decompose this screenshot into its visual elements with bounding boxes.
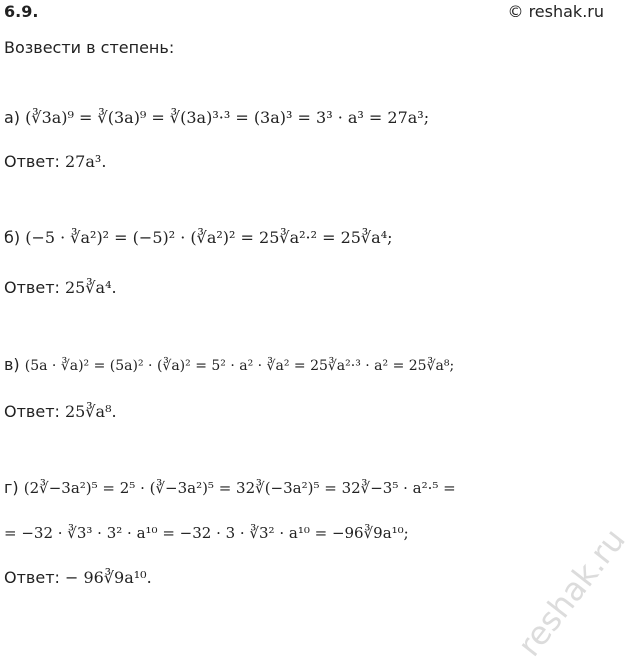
instruction-text: Возвести в степень:: [4, 38, 175, 57]
part-b-answer-value: 25∛a⁴.: [65, 278, 117, 297]
part-d-label: г): [4, 478, 19, 497]
part-a-expression: (∛3a)⁹ = ∛(3a)⁹ = ∛(3a)³·³ = (3a)³ = 3³ · a³ = 27a³;: [25, 108, 430, 127]
part-c-label: в): [4, 355, 20, 374]
part-a-label: а): [4, 108, 21, 127]
copyright-notice: © reshak.ru: [507, 2, 604, 21]
problem-number: 6.9.: [4, 2, 39, 21]
part-a-answer: [4, 152, 106, 171]
part-a-answer-label: Ответ:: [4, 152, 60, 171]
part-d-answer-value: − 96∛9a¹⁰.: [65, 568, 152, 587]
part-a-answer-value: 27a³.: [65, 152, 107, 171]
part-d-answer-label: Ответ:: [4, 568, 60, 587]
part-b: [4, 228, 393, 247]
part-d-expression-line2: = −32 · ∛3³ · 3² · a¹⁰ = −32 · 3 · ∛3² · a¹⁰ = −96∛9a¹⁰;: [4, 524, 409, 542]
part-d-expression: (2∛−3a²)⁵ = 2⁵ · (∛−3a²)⁵ = 32∛(−3a²)⁵ = 32∛−3⁵ · a²·⁵ =: [23, 479, 456, 497]
part-d-continuation: [4, 523, 409, 542]
part-c-answer-label: Ответ:: [4, 402, 60, 421]
part-b-answer: [4, 278, 117, 297]
part-c-expression: (5a · ∛a)² = (5a)² · (∛a)² = 5² · a² · ∛a² = 25∛a²·³ · a² = 25∛a⁸;: [24, 358, 455, 374]
watermark: reshak.ru: [510, 521, 633, 663]
part-b-label: б): [4, 228, 21, 247]
part-a: [4, 108, 429, 127]
part-b-expression: (−5 · ∛a²)² = (−5)² · (∛a²)² = 25∛a²·² = 25∛a⁴;: [25, 228, 393, 247]
part-c-answer-value: 25∛a⁸.: [65, 402, 117, 421]
part-c-answer: [4, 402, 117, 421]
part-b-answer-label: Ответ:: [4, 278, 60, 297]
part-d-answer: [4, 568, 152, 587]
part-d: [4, 478, 456, 497]
part-c: [4, 355, 454, 374]
